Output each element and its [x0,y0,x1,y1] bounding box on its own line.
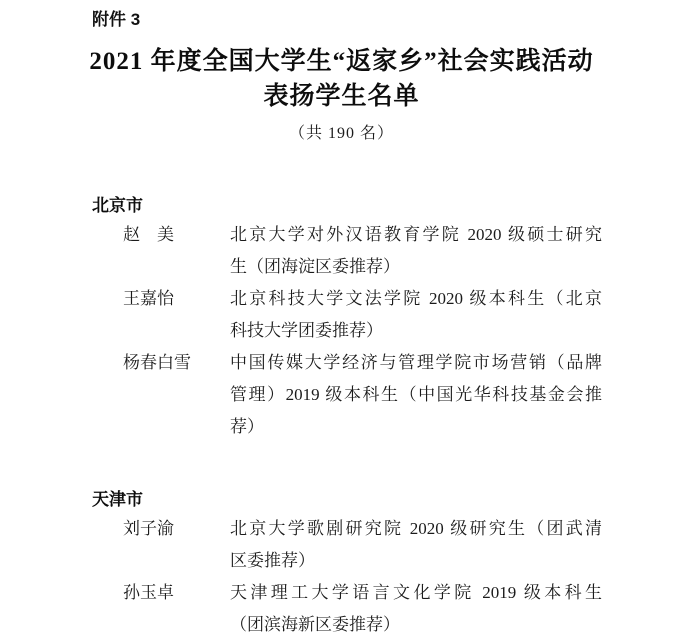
student-description [230,513,602,577]
student-entry [123,283,683,347]
description-line: 北京大学歌剧研究院 2020 级研究生（团武清 [230,519,602,538]
section-tianjin [0,487,683,634]
section-tianjin-entries [123,513,683,634]
section-beijing [0,193,683,443]
attachment-label: 附件 3 [92,10,141,29]
description-line: 中国传媒大学经济与管理学院市场营销（品牌 [230,353,602,372]
student-name: 孙玉卓 [123,583,174,602]
document-page [0,8,683,634]
description-line: 科技大学团委推荐） [230,321,383,340]
student-description [230,577,602,634]
student-name: 王嘉怡 [123,289,174,308]
student-description [230,219,602,283]
student-entry [123,513,683,577]
description-line: 北京科技大学文法学院 2020 级本科生（北京 [230,289,602,308]
student-entry [123,577,683,634]
description-line: 北京大学对外汉语教育学院 2020 级硕士研究 [230,225,602,244]
count-note: （共 190 名） [288,125,394,142]
student-name: 杨春白雪 [123,353,191,372]
student-description [230,347,602,443]
document-title-line-2: 表扬学生名单 [263,83,420,110]
description-line: 荐） [230,417,264,436]
document-title-line-1: 2021 年度全国大学生“返家乡”社会实践活动 [89,48,594,75]
student-name: 赵 美 [123,225,174,244]
description-line: 管理）2019 级本科生（中国光华科技基金会推 [230,385,602,404]
description-line: 区委推荐） [230,551,315,570]
student-name: 刘子渝 [123,519,174,538]
document-title [0,44,683,114]
student-description [230,283,602,347]
description-line: （团滨海新区委推荐） [230,615,400,634]
description-line: 天津理工大学语言文化学院 2019 级本科生 [230,583,602,602]
student-entry [123,219,683,283]
student-entry [123,347,683,443]
section-header-tianjin: 天津市 [92,490,143,509]
section-header-beijing: 北京市 [92,196,143,215]
section-beijing-entries [123,219,683,443]
description-line: 生（团海淀区委推荐） [230,257,400,276]
